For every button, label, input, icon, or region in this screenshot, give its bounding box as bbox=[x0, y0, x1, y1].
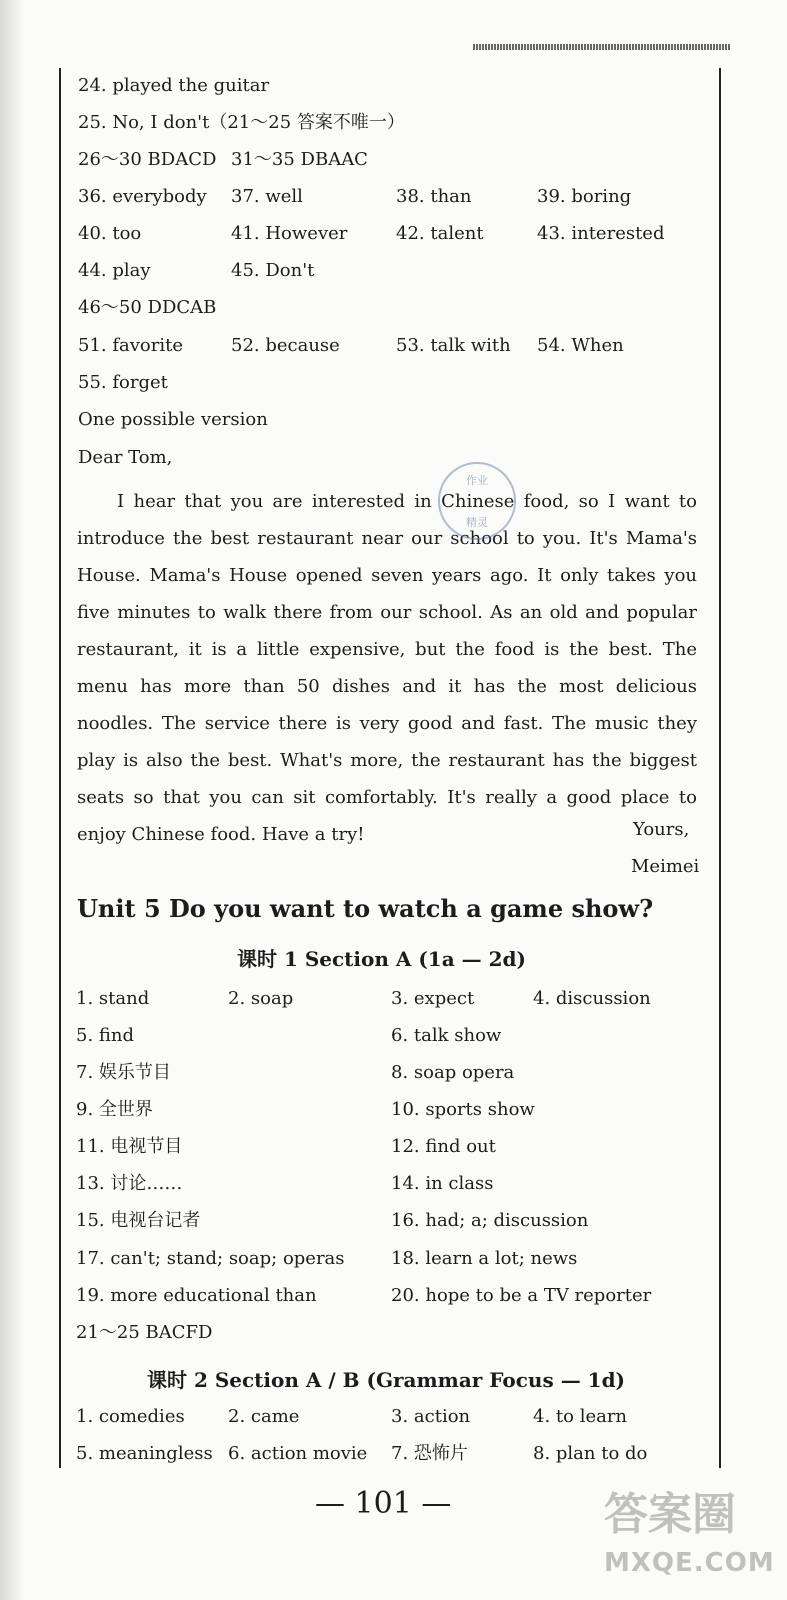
essay-body-text: I hear that you are interested in Chinese food, so I want to introduce the best restaurant near our school to you. It's Mama's House. Mama's House opened seven years ago. It only takes you five minutes to walk there from our school. As an old and popular restaurant, it is a little expensive, but the food is the best. The menu has more than 50 dishes and it has the most delicious noodles. The service there is very good and fast. The music they play is also the best. What's more, the restaurant has the biggest seats so that you can sit comfortably. It's really a good place to enjoy Chinese food. Have a try! bbox=[77, 491, 697, 845]
lesson1-answer-2: 2. soap bbox=[228, 988, 294, 1009]
answer-46-50: 46～50 DDCAB bbox=[78, 297, 217, 318]
stamp-top-text: 作业 bbox=[466, 474, 488, 487]
lesson1-answer-6: 6. talk show bbox=[391, 1025, 502, 1046]
answer-41: 41. However bbox=[231, 223, 348, 244]
answer-55: 55. forget bbox=[78, 372, 168, 393]
lesson1-answer-20: 20. hope to be a TV reporter bbox=[391, 1285, 652, 1306]
answer-45: 45. Don't bbox=[231, 260, 315, 281]
left-margin-rule bbox=[59, 68, 61, 1468]
answer-42: 42. talent bbox=[396, 223, 484, 244]
essay-closing: Yours, bbox=[633, 819, 690, 840]
page-fold-shadow bbox=[0, 0, 24, 1600]
answer-53: 53. talk with bbox=[396, 335, 511, 356]
essay-greeting: Dear Tom, bbox=[78, 447, 173, 468]
right-margin-rule bbox=[719, 68, 721, 1468]
watermark-brand: 答案圈 bbox=[604, 1489, 736, 1540]
answer-31-35: 31～35 DBAAC bbox=[231, 149, 368, 170]
answer-44: 44. play bbox=[78, 260, 151, 281]
watermark-logo bbox=[596, 1478, 776, 1594]
lesson2-answer-2: 2. came bbox=[228, 1406, 300, 1427]
lesson1-answer-14: 14. in class bbox=[391, 1173, 494, 1194]
lesson1-answer-15: 15. 电视台记者 bbox=[76, 1210, 201, 1231]
answer-52: 52. because bbox=[231, 335, 340, 356]
answer-51: 51. favorite bbox=[78, 335, 183, 356]
stamp-seal bbox=[438, 462, 516, 540]
answer-54: 54. When bbox=[537, 335, 624, 356]
answer-37: 37. well bbox=[231, 186, 303, 207]
answer-24: 24. played the guitar bbox=[78, 75, 270, 96]
lesson2-answer-7: 7. 恐怖片 bbox=[391, 1443, 468, 1464]
lesson2-answer-8: 8. plan to do bbox=[533, 1443, 648, 1464]
lesson1-answer-1: 1. stand bbox=[76, 988, 150, 1009]
page-number: — 101 — bbox=[315, 1486, 452, 1521]
essay-body bbox=[77, 483, 697, 853]
answer-36: 36. everybody bbox=[78, 186, 207, 207]
lesson2-answer-3: 3. action bbox=[391, 1406, 471, 1427]
lesson1-answer-21-25: 21～25 BACFD bbox=[76, 1322, 213, 1343]
stamp-bottom-text: 精灵 bbox=[466, 516, 488, 529]
watermark-site: MXQE.COM bbox=[604, 1548, 775, 1578]
lesson1-answer-11: 11. 电视节目 bbox=[76, 1136, 183, 1157]
lesson1-answer-16: 16. had; a; discussion bbox=[391, 1210, 589, 1231]
lesson1-answer-19: 19. more educational than bbox=[76, 1285, 317, 1306]
unit-title: Unit 5 Do you want to watch a game show? bbox=[77, 894, 654, 923]
essay-signature: Meimei bbox=[631, 856, 700, 877]
lesson1-answer-4: 4. discussion bbox=[533, 988, 651, 1009]
lesson1-answer-13: 13. 讨论…… bbox=[76, 1173, 183, 1194]
lesson2-answer-4: 4. to learn bbox=[533, 1406, 628, 1427]
lesson2-title: 课时 2 Section A / B (Grammar Focus — 1d) bbox=[147, 1368, 626, 1392]
lesson2-answer-1: 1. comedies bbox=[76, 1406, 185, 1427]
lesson1-answer-8: 8. soap opera bbox=[391, 1062, 515, 1083]
lesson1-answer-10: 10. sports show bbox=[391, 1099, 535, 1120]
answer-38: 38. than bbox=[396, 186, 472, 207]
lesson2-answer-5: 5. meaningless bbox=[76, 1443, 213, 1464]
answer-40: 40. too bbox=[78, 223, 142, 244]
answer-43: 43. interested bbox=[537, 223, 665, 244]
answer-26-30: 26～30 BDACD bbox=[78, 149, 217, 170]
answer-39: 39. boring bbox=[537, 186, 632, 207]
lesson1-answer-3: 3. expect bbox=[391, 988, 475, 1009]
lesson1-answer-18: 18. learn a lot; news bbox=[391, 1248, 578, 1269]
lesson1-answer-9: 9. 全世界 bbox=[76, 1099, 153, 1120]
lesson1-answer-12: 12. find out bbox=[391, 1136, 496, 1157]
essay-heading: One possible version bbox=[78, 409, 268, 430]
answer-25: 25. No, I don't（21～25 答案不唯一） bbox=[78, 112, 405, 133]
lesson1-answer-17: 17. can't; stand; soap; operas bbox=[76, 1248, 345, 1269]
lesson1-answer-5: 5. find bbox=[76, 1025, 135, 1046]
lesson1-title: 课时 1 Section A (1a — 2d) bbox=[237, 947, 526, 971]
lesson2-answer-6: 6. action movie bbox=[228, 1443, 368, 1464]
header-rule bbox=[473, 44, 731, 50]
lesson1-answer-7: 7. 娱乐节目 bbox=[76, 1062, 171, 1083]
